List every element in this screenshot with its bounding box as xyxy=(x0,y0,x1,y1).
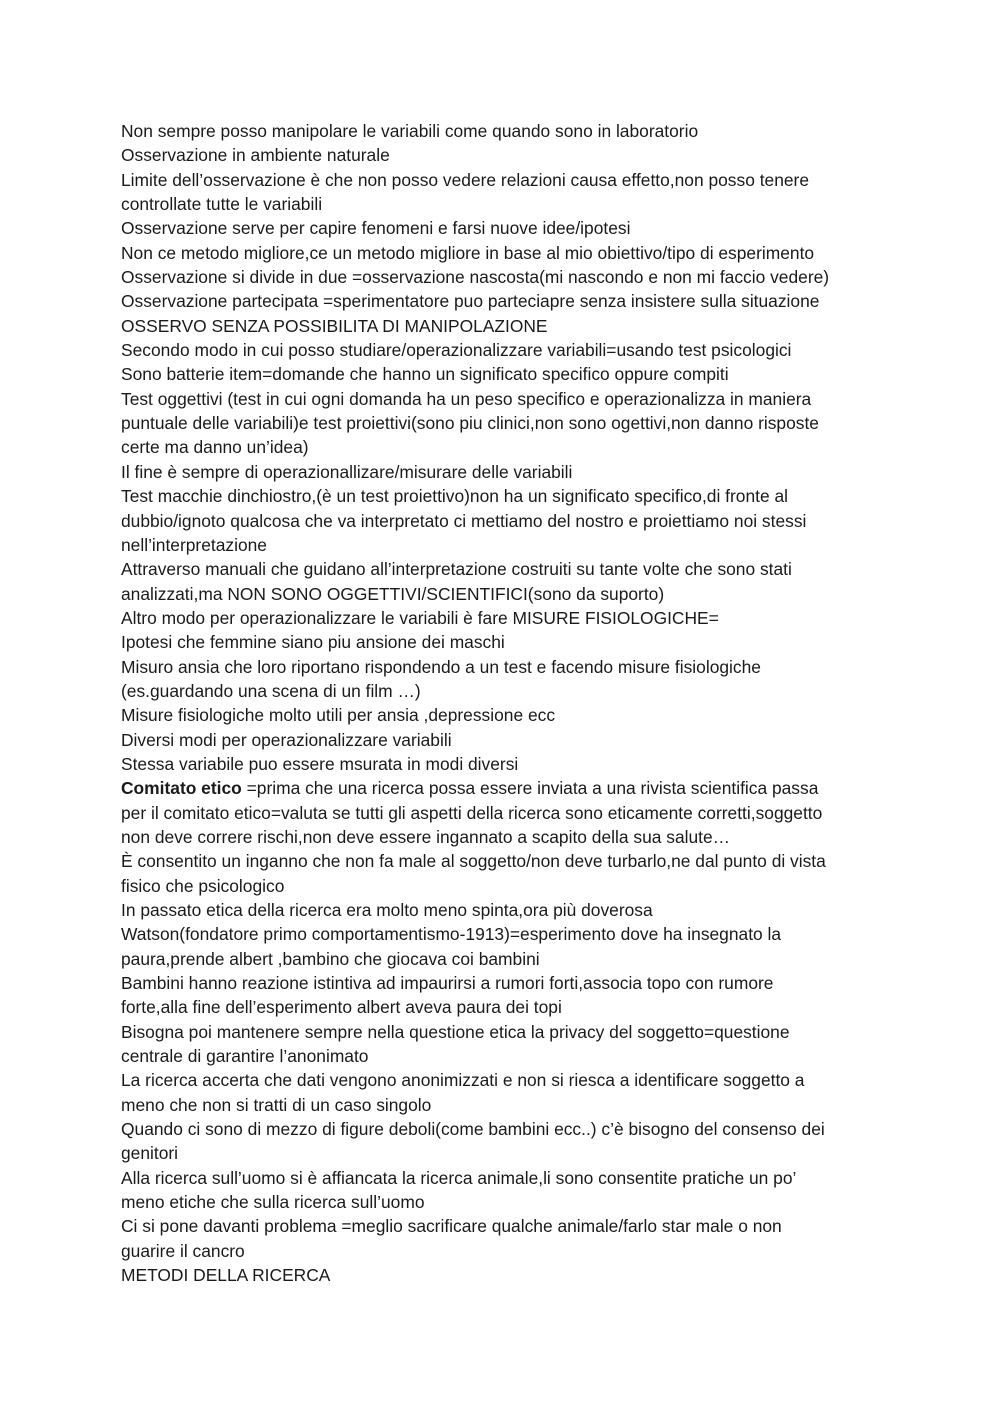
text-line: Il fine è sempre di operazionallizare/misurare delle variabili xyxy=(121,461,573,482)
paragraph-comitato-etico xyxy=(121,776,881,849)
text-line: Sono batterie item=domande che hanno un significato specifico oppure compiti xyxy=(121,364,729,385)
paragraph xyxy=(121,265,881,289)
text-line: per il comitato etico=valuta se tutti gli aspetti della ricerca sono eticamente corretti,soggetto xyxy=(121,802,823,823)
text-line: Stessa variabile puo essere msurata in modi diversi xyxy=(121,753,519,774)
paragraph xyxy=(121,898,881,922)
paragraph xyxy=(121,216,881,240)
text-line: Watson(fondatore primo comportamentismo-1913)=esperimento dove ha insegnato la xyxy=(121,924,782,945)
text-line: Altro modo per operazionalizzare le variabili è fare MISURE FISIOLOGICHE= xyxy=(121,607,719,628)
text-line: paura,prende albert ,bambino che giocava coi bambini xyxy=(121,948,540,969)
text-line: Non sempre posso manipolare le variabili come quando sono in laboratorio xyxy=(121,121,699,141)
paragraph xyxy=(121,606,881,630)
text-line: (es.guardando una scena di un film …) xyxy=(121,680,421,701)
text-line: Bisogna poi mantenere sempre nella questione etica la privacy del soggetto=questione xyxy=(121,1021,790,1042)
text-line: Secondo modo in cui posso studiare/operazionalizzare variabili=usando test psicologici xyxy=(121,340,792,361)
paragraph xyxy=(121,119,881,143)
text-line: Quando ci sono di mezzo di figure deboli(come bambini ecc..) c’è bisogno del consenso dei xyxy=(121,1119,825,1140)
text-line: Non ce metodo migliore,ce un metodo migliore in base al mio obiettivo/tipo di esperimento xyxy=(121,242,815,263)
text-line: Ci si pone davanti problema =meglio sacrificare qualche animale/farlo star male o non xyxy=(121,1216,782,1237)
text-line: Misure fisiologiche molto utili per ansia ,depressione ecc xyxy=(121,705,556,726)
text-line: controllate tutte le variabili xyxy=(121,194,323,215)
text-line: Misuro ansia che loro riportano rispondendo a un test e facendo misure fisiologiche xyxy=(121,656,761,677)
paragraph xyxy=(121,338,881,362)
paragraph xyxy=(121,1214,881,1263)
text-line: Ipotesi che femmine siano piu ansione dei maschi xyxy=(121,632,505,653)
text-line: Diversi modi per operazionalizzare variabili xyxy=(121,729,452,750)
bold-term: Comitato etico xyxy=(121,778,242,799)
paragraph xyxy=(121,849,881,898)
text-line: forte,alla fine dell’esperimento albert aveva paura dei topi xyxy=(121,997,562,1018)
text-line: Osservazione serve per capire fenomeni e farsi nuove idee/ipotesi xyxy=(121,218,631,239)
text-line: Bambini hanno reazione istintiva ad impaurirsi a rumori forti,associa topo con rumore xyxy=(121,973,774,994)
text-line: meno etiche che sulla ricerca sull’uomo xyxy=(121,1192,425,1213)
text-line: meno che non si tratti di un caso singolo xyxy=(121,1094,432,1115)
paragraph xyxy=(121,630,881,654)
paragraph xyxy=(121,557,881,606)
paragraph xyxy=(121,971,881,1020)
paragraph xyxy=(121,387,881,460)
text-line: Limite dell’osservazione è che non posso vedere relazioni causa effetto,non posso tenere xyxy=(121,169,810,190)
text-line: analizzati,ma NON SONO OGGETTIVI/SCIENTIFICI(sono da suporto) xyxy=(121,583,665,604)
text-line: Osservazione si divide in due =osservazione nascosta(mi nascondo e non mi faccio vedere) xyxy=(121,267,830,288)
paragraph xyxy=(121,289,881,313)
text-run: =prima che una ricerca possa essere inviata a una rivista scientifica passa xyxy=(241,778,819,799)
document-body xyxy=(121,119,881,1288)
paragraph xyxy=(121,484,881,557)
paragraph xyxy=(121,460,881,484)
paragraph xyxy=(121,752,881,776)
text-line: guarire il cancro xyxy=(121,1240,245,1261)
text-line: dubbio/ignoto qualcosa che va interpretato ci mettiamo del nostro e proiettiamo noi stessi xyxy=(121,510,807,531)
text-line: genitori xyxy=(121,1143,179,1164)
paragraph xyxy=(121,1117,881,1166)
text-line: Alla ricerca sull’uomo si è affiancata la ricerca animale,li sono consentite pratiche un po’ xyxy=(121,1167,797,1188)
text-line: Osservazione partecipata =sperimentatore puo parteciapre senza insistere sulla situazione xyxy=(121,291,820,312)
text-line: OSSERVO SENZA POSSIBILITA DI MANIPOLAZIONE xyxy=(121,315,548,336)
text-line: METODI DELLA RICERCA xyxy=(121,1265,331,1286)
paragraph xyxy=(121,168,881,217)
text-line: certe ma danno un’idea) xyxy=(121,437,309,458)
paragraph xyxy=(121,922,881,971)
text-line: Attraverso manuali che guidano all’interpretazione costruiti su tante volte che sono stati xyxy=(121,559,792,580)
paragraph xyxy=(121,241,881,265)
text-line: centrale di garantire l’anonimato xyxy=(121,1046,369,1067)
text-line: non deve correre rischi,non deve essere ingannato a scapito della sua salute… xyxy=(121,826,731,847)
text-line: fisico che psicologico xyxy=(121,875,285,896)
text-line: Test oggettivi (test in cui ogni domanda ha un peso specifico e operazionalizza in maniera xyxy=(121,388,812,409)
text-line: È consentito un inganno che non fa male al soggetto/non deve turbarlo,ne dal punto di vista xyxy=(121,851,826,872)
paragraph xyxy=(121,1020,881,1069)
paragraph xyxy=(121,1068,881,1117)
text-line: nell’interpretazione xyxy=(121,534,267,555)
paragraph xyxy=(121,143,881,167)
paragraph xyxy=(121,1166,881,1215)
paragraph xyxy=(121,728,881,752)
paragraph xyxy=(121,362,881,386)
text-line: Test macchie dinchiostro,(è un test proiettivo)non ha un significato specifico,di fronte al xyxy=(121,486,788,507)
text-line: Osservazione in ambiente naturale xyxy=(121,145,390,166)
paragraph xyxy=(121,314,881,338)
section-heading xyxy=(121,1263,881,1287)
text-line: puntuale delle variabili)e test proiettivi(sono piu clinici,non sono ogettivi,non danno risposte xyxy=(121,413,819,434)
paragraph xyxy=(121,655,881,704)
paragraph xyxy=(121,703,881,727)
text-line: In passato etica della ricerca era molto meno spinta,ora più doverosa xyxy=(121,900,653,920)
text-line: La ricerca accerta che dati vengono anonimizzati e non si riesca a identificare soggetto a xyxy=(121,1070,805,1091)
text-line xyxy=(121,776,881,800)
